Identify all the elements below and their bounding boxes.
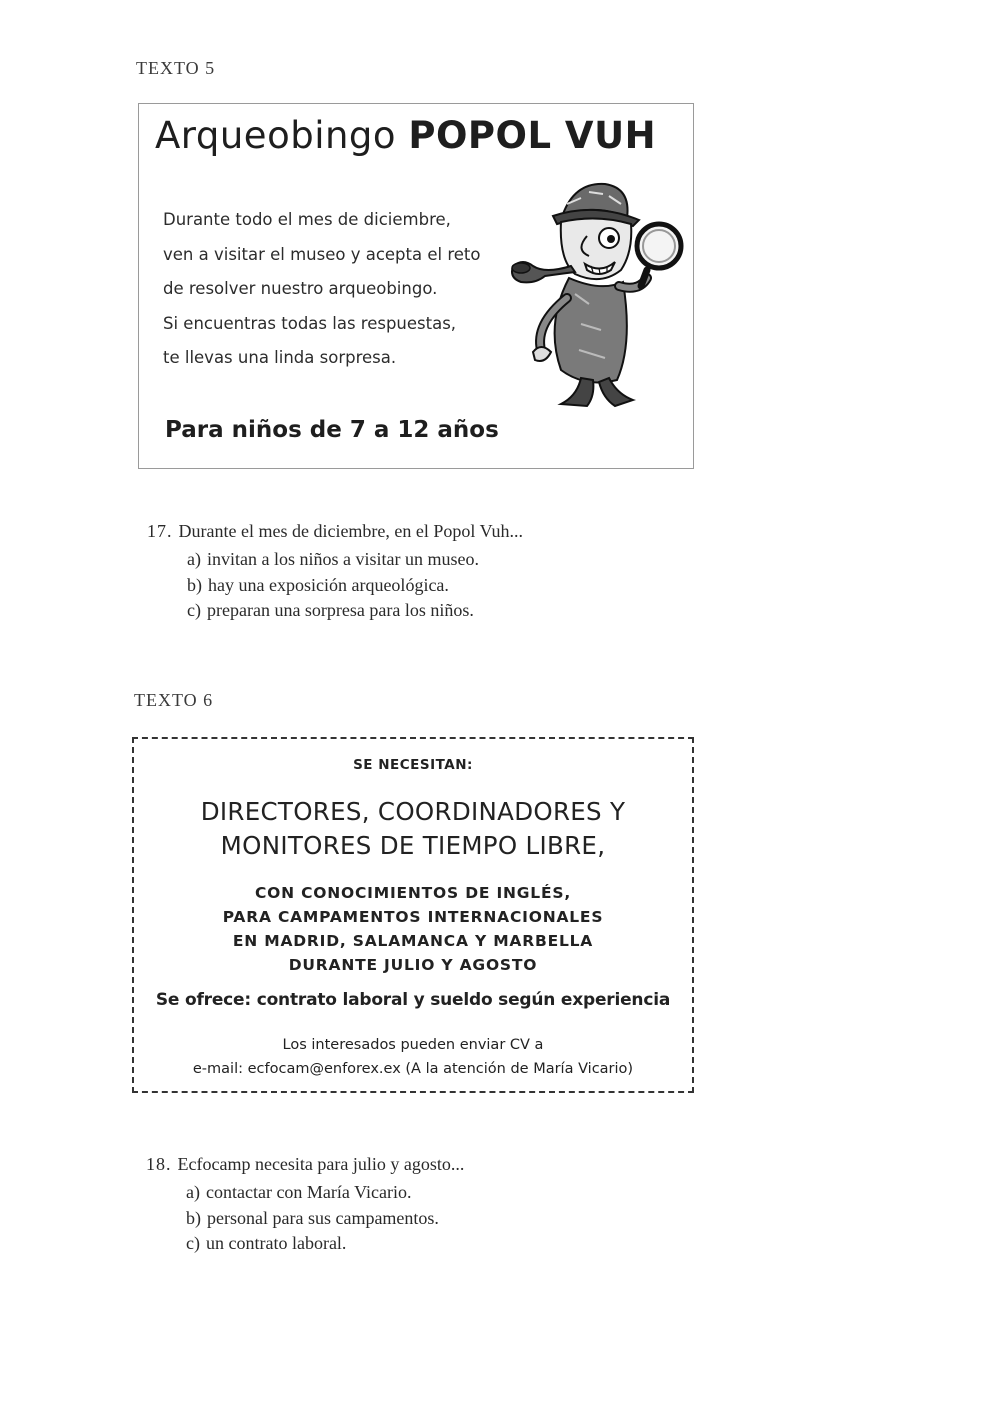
option-b[interactable] — [186, 1206, 464, 1232]
ad2-headline-line: MONITORES DE TIEMPO LIBRE, — [220, 831, 606, 860]
ad2-requirements — [134, 881, 692, 977]
ad2-headline-line: DIRECTORES, COORDINADORES Y — [200, 797, 626, 826]
job-ad — [132, 737, 694, 1093]
question-18-options — [186, 1180, 464, 1257]
ad1-body-line: Durante todo el mes de diciembre, — [163, 210, 451, 229]
option-letter: c) — [186, 1233, 200, 1253]
option-text: preparan una sorpresa para los niños. — [206, 600, 474, 620]
option-text: hay una exposición arqueológica. — [208, 574, 449, 595]
option-a[interactable] — [187, 547, 523, 573]
option-b[interactable] — [187, 573, 523, 599]
option-c[interactable] — [187, 598, 523, 624]
question-text: Ecfocamp necesita para julio y agosto... — [177, 1154, 465, 1174]
ad2-contact-line: Los interesados pueden enviar CV a — [282, 1037, 544, 1053]
ad2-requirement-line: DURANTE JULIO Y AGOSTO — [288, 956, 538, 974]
ad1-body-line: ven a visitar el museo y acepta el reto — [163, 244, 481, 264]
arqueobingo-ad — [138, 103, 694, 469]
question-18 — [146, 1151, 464, 1257]
detective-illustration — [505, 174, 689, 414]
ad1-body-line: de resolver nuestro arqueobingo. — [163, 279, 438, 298]
question-17-options — [187, 547, 523, 624]
ad2-requirement-line: EN MADRID, SALAMANCA Y MARBELLA — [232, 932, 594, 950]
option-letter: a) — [186, 1182, 200, 1202]
option-letter: b) — [186, 1207, 201, 1228]
option-text: invitan a los niños a visitar un museo. — [206, 549, 479, 569]
question-17-stem — [147, 518, 523, 545]
ad2-contact-email: e-mail: ecfocam@enforex.ex (A la atención de María Vicario) — [192, 1061, 634, 1077]
ad1-body — [163, 203, 480, 376]
ad1-title-regular: Arqueobingo — [155, 114, 397, 157]
option-c[interactable] — [186, 1231, 464, 1257]
question-17 — [147, 518, 523, 624]
ad1-age-range: Para niños de 7 a 12 años — [165, 417, 499, 443]
question-number: 18. — [146, 1154, 172, 1174]
ad2-requirement-line: PARA CAMPAMENTOS INTERNACIONALES — [222, 908, 604, 926]
option-text: personal para sus campamentos. — [207, 1207, 439, 1228]
ad1-title-bold: POPOL VUH — [408, 114, 657, 157]
ad2-requirement-line: CON CONOCIMIENTOS DE INGLÉS, — [254, 884, 572, 902]
option-a[interactable] — [186, 1180, 464, 1206]
option-letter: c) — [187, 600, 201, 620]
question-text: Durante el mes de diciembre, en el Popol Vuh... — [178, 521, 523, 541]
ad2-contact — [134, 1033, 692, 1081]
option-text: un contrato laboral. — [205, 1233, 347, 1253]
option-letter: b) — [187, 574, 202, 595]
texto5-label: TEXTO 5 — [136, 58, 216, 78]
ad1-body-line: Si encuentras todas las respuestas, — [163, 313, 457, 333]
ad2-headline — [134, 795, 692, 863]
ad2-offer: Se ofrece: contrato laboral y sueldo según experiencia — [155, 990, 671, 1010]
texto6-label: TEXTO 6 — [134, 690, 214, 710]
ad1-title — [155, 114, 656, 157]
option-text: contactar con María Vicario. — [205, 1182, 412, 1202]
ad1-body-line: te llevas una linda sorpresa. — [163, 348, 397, 367]
option-letter: a) — [187, 549, 201, 569]
question-18-stem — [146, 1151, 464, 1178]
question-number: 17. — [147, 521, 173, 541]
ad2-kicker: SE NECESITAN: — [353, 757, 473, 773]
